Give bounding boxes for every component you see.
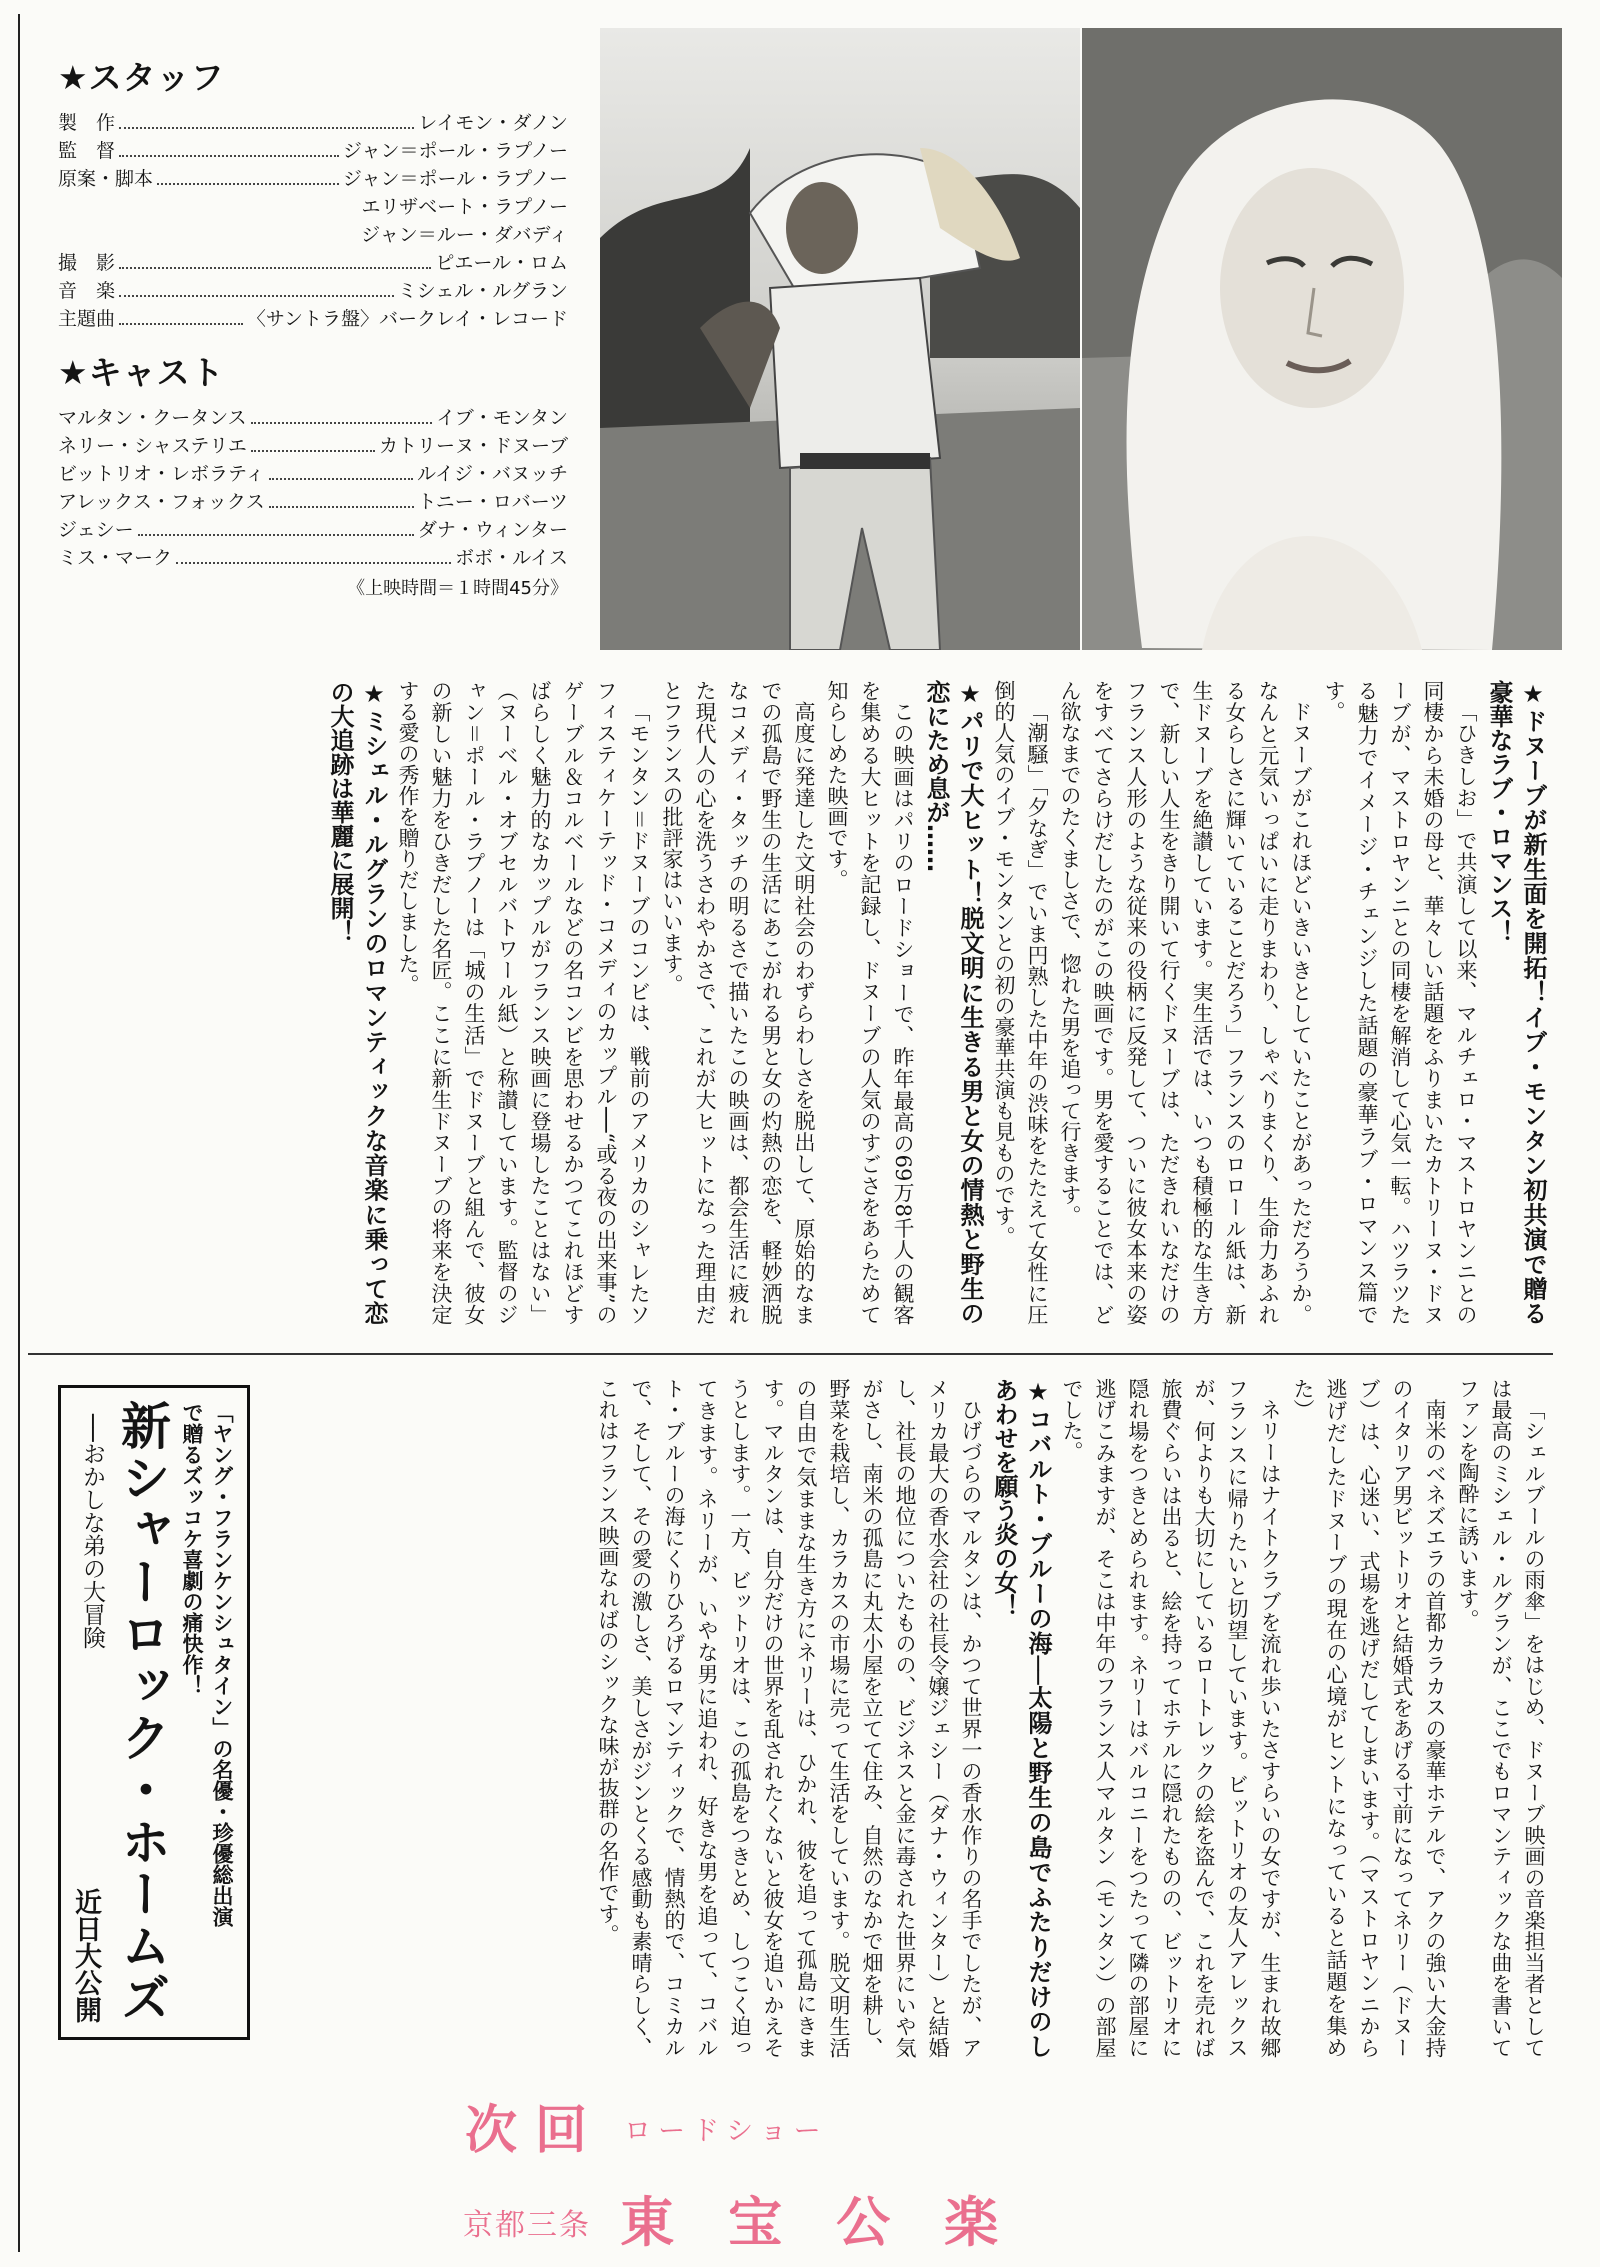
staff-row bbox=[58, 109, 568, 137]
cast-role: マルタン・クータンス bbox=[58, 407, 247, 429]
article-top bbox=[58, 680, 1550, 1325]
ad-release: 近日大公開 bbox=[70, 1888, 101, 2023]
cast-row bbox=[58, 544, 568, 572]
staff-role: 主題曲 bbox=[58, 308, 116, 330]
footer-roadshow: ロードショー bbox=[624, 2116, 828, 2147]
article-heading: ★パリで大ヒット！脱文明に生きる男と女の情熱と野生の恋にため息が…… bbox=[922, 680, 984, 1325]
ad-title: 新シャーロック・ホームズ bbox=[113, 1400, 171, 2024]
article-paragraph: 高度に発達した文明社会のわずらわしさを脱出して、原始的なまでの孤島で野生の生活にあこがれる男と女の灼熱の恋を、軽妙洒脱なコメディ・タッチの明るさで描いたこの映画は、都会生活に疲れた現代人の心を洗うさわやかさで、これが大ヒットになった理由だとフランスの批評家はいいます。 bbox=[660, 680, 816, 1325]
leader-dots bbox=[119, 323, 243, 325]
leader-dots bbox=[269, 506, 414, 508]
staff-row bbox=[58, 193, 568, 221]
cast-role: アレックス・フォックス bbox=[58, 491, 265, 513]
cast-name: トニー・ロバーツ bbox=[417, 491, 568, 513]
leader-dots bbox=[119, 295, 394, 297]
leader-dots bbox=[157, 183, 339, 185]
cast-row bbox=[58, 516, 568, 544]
footer-next bbox=[465, 2088, 828, 2163]
footer-theater: 東 宝 公 楽 bbox=[620, 2190, 999, 2254]
article-paragraph: 「シェルブールの雨傘」をはじめ、ドヌーブ映画の音楽担当者としては最高のミシェル・ルグランが、ここでもロマンティックな曲を書いてファンを陶酔に誘います。 bbox=[1456, 1378, 1546, 2058]
article-heading: ★ドヌーブが新生面を開拓！イブ・モンタン初共演で贈る豪華なラブ・ロマンス！ bbox=[1485, 680, 1547, 1325]
ad-tagline-1: 「ヤング・フランケンシュタイン」の名優・珍優総出演 bbox=[210, 1402, 234, 1927]
cast-role: ネリー・シャステリエ bbox=[58, 435, 247, 457]
article-paragraph: ネリーはナイトクラブを流れ歩いたさすらいの女ですが、生まれ故郷フランスに帰りたいと切望しています。ビットリオの友人アレックスが、何よりも大切にしているロートレックの絵を盗んで、これを売れば旅費ぐらいは出ると、絵を持ってホテルに隠れたものの、ビットリオに隠れ場をつきとめられます。ネリーはバルコニーをつたって隣の部屋に逃げこみますが、そこは中年のフランス人マルタン（モンタン）の部屋でした。 bbox=[1060, 1378, 1282, 2058]
article-heading: ★コバルト・ブルーの海──太陽と野生の島でふたりだけのしあわせを願う炎の女！ bbox=[990, 1378, 1052, 2058]
cast-row bbox=[58, 460, 568, 488]
staff-name: エリザベート・ラプノー bbox=[361, 196, 568, 218]
staff-heading: ★スタッフ bbox=[58, 58, 225, 97]
staff-row bbox=[58, 305, 568, 333]
cast-name: ダナ・ウィンター bbox=[417, 519, 568, 541]
leader-dots bbox=[269, 478, 413, 480]
staff-row bbox=[58, 221, 568, 249]
staff-role: 撮 影 bbox=[58, 252, 116, 274]
photo-couple-image bbox=[600, 28, 1080, 650]
staff-name: 〈サントラ盤〉バークレイ・レコード bbox=[246, 308, 568, 330]
article-heading: ★ミシェル・ルグランのロマンティックな音楽に乗って恋の大追跡は華麗に展開！ bbox=[326, 680, 388, 1325]
staff-role: 監 督 bbox=[58, 140, 116, 162]
cast-list bbox=[58, 404, 568, 572]
article-bottom bbox=[300, 1378, 1550, 2058]
section-divider bbox=[28, 1353, 1553, 1355]
leader-dots bbox=[138, 534, 414, 536]
staff-name: ジャン＝ルー・ダバディ bbox=[361, 224, 568, 246]
staff-name: ミシェル・ルグラン bbox=[397, 280, 568, 302]
staff-name: ジャン＝ポール・ラプノー bbox=[342, 168, 568, 190]
article-paragraph: この映画はパリのロードショーで、昨年最高の69万8千人の観客を集める大ヒットを記録し、ドヌーブの人気のすごさをあらためて知らしめた映画です。 bbox=[825, 680, 915, 1325]
cast-name: イブ・モンタン bbox=[436, 407, 568, 429]
staff-row bbox=[58, 137, 568, 165]
staff-name: ジャン＝ポール・ラプノー bbox=[342, 140, 568, 162]
staff-list bbox=[58, 109, 568, 333]
leader-dots bbox=[119, 155, 339, 157]
cast-role: ミス・マーク bbox=[58, 547, 173, 569]
leader-dots bbox=[119, 267, 431, 269]
runtime-note: 《上映時間＝１時間45分》 bbox=[347, 578, 568, 599]
leader-dots bbox=[251, 422, 433, 424]
article-paragraph: ひげづらのマルタンは、かつて世界一の香水作りの名手でしたが、アメリカ最大の香水会社の社長令嬢ジェシー（ダナ・ウィンター）と結婚し、社長の地位についたものの、ビジネスと金に毒された世界にいや気がさし、南米の孤島に丸太小屋を立てて住み、自然のなかで畑を耕し、野菜を栽培し、カラカスの市場に売って生活をしています。脱文明生活の自由で気ままな生き方にネリーは、ひかれ、彼を追って孤島にきます。マルタンは、自分だけの世界を乱されたくないと彼女を追いかえそうとします。一方、ビットリオは、この孤島をつきとめ、しつこく迫ってきます。ネリーが、いやな男に追われ、好きな男を追って、コバルト・ブルーの海にくりひろげるロマンティックで、情熱的で、コミカルで、そして、その愛の激しさ、美しさがジンとくる感動も素晴らしく、これはフランス映画なればのシックな味が抜群の名作です。 bbox=[596, 1378, 983, 2059]
cast-role: ジェシー bbox=[58, 519, 134, 541]
cast-name: ルイジ・バヌッチ bbox=[416, 463, 568, 485]
footer-location: 京都三条 bbox=[463, 2208, 591, 2243]
leader-dots bbox=[119, 127, 414, 129]
ad-subtitle: ──おかしな弟の大冒険 bbox=[79, 1414, 105, 1649]
next-feature-ad bbox=[58, 1385, 250, 2040]
article-paragraph: ドヌーブがこれほどいきいきとしていたことがあっただろうか。なんと元気いっぱいに走りまわり、しゃべりまくり、生命力あふれる女らしさに輝いていることだろう」フランスのロロール紙は、新生ドヌーブを絶讃しています。実生活では、いつも積極的な生き方で、新しい人生をきり開いて行くドヌーブは、ただきれいなだけのフランス人形のような従来の役柄に反発して、ついに彼女本来の姿をすべてさらけだしたのがこの映画です。男を愛することでは、どん欲なまでのたくましさで、惚れた男を追って行きます。 bbox=[1058, 680, 1313, 1325]
cast-row bbox=[58, 432, 568, 460]
credits-block bbox=[58, 52, 568, 600]
photo-portrait-image bbox=[1082, 28, 1562, 650]
cast-row bbox=[58, 488, 568, 516]
staff-row bbox=[58, 249, 568, 277]
staff-name: ピエール・ロム bbox=[435, 252, 568, 274]
photo-montand-deneuve bbox=[600, 28, 1080, 650]
article-paragraph: 南米のベネズエラの首都カラカスの豪華ホテルで、アクの強い大金持のイタリア男ビットリオと結婚式をあげる寸前になってネリー（ドヌーブ）は、心迷い、式場を逃げだしてしまいます。（マストロヤンニから逃げだしたドヌーブの現在の心境がヒントになっていると話題を集めた） bbox=[1291, 1378, 1447, 2059]
article-paragraph: 「潮騒」「夕なぎ」でいま円熟した中年の渋味をたたえて女性に圧倒的人気のイブ・モンタンとの初の豪華共演も見ものです。 bbox=[992, 680, 1049, 1326]
cast-row bbox=[58, 404, 568, 432]
leader-dots bbox=[251, 450, 375, 452]
cast-name: カトリーヌ・ドヌーブ bbox=[378, 435, 568, 457]
article-paragraph: 「ひきしお」で共演して以来、マルチェロ・マストロヤンニとの同棲から未婚の母と、華々しい話題をふりまいたカトリーヌ・ドヌーブが、マストロヤンニとの同棲を解消して心気一転。ハツラツたる魅力でイメージ・チェンジした話題の豪華ラブ・ロマンス篇です。 bbox=[1322, 680, 1478, 1325]
leader-dots bbox=[176, 562, 451, 564]
staff-role: 製 作 bbox=[58, 112, 116, 134]
staff-row bbox=[58, 277, 568, 305]
ad-tagline-2: で贈るズッコケ喜劇の痛快作！ bbox=[180, 1402, 204, 1696]
cast-heading: ★キャスト bbox=[58, 353, 225, 392]
cast-role: ビットリオ・レボラティ bbox=[58, 463, 265, 485]
photo-deneuve-portrait bbox=[1082, 28, 1562, 650]
footer-theater-line bbox=[463, 2180, 998, 2257]
staff-role: 原案・脚本 bbox=[58, 168, 154, 190]
staff-role: 音 楽 bbox=[58, 280, 116, 302]
staff-name: レイモン・ダノン bbox=[418, 112, 568, 134]
staff-row bbox=[58, 165, 568, 193]
footer-next-label: 次回 bbox=[465, 2100, 606, 2161]
article-paragraph: 「モンタン＝ドヌーブのコンビは、戦前のアメリカのシャレたソフィスティケーテッド・コメディのカップル──“或る夜の出来事”のゲーブル＆コルベールなどの名コンビを思わせるかつてこれほどすばらしく魅力的なカップルがフランス映画に登場したことはない」（ヌーベル・オブセルバトワール紙）と称讃しています。監督のジャン＝ポール・ラプノーは「城の生活」でドヌーブと組んで、彼女の新しい魅力をひきだした名匠。ここに新生ドヌーブの将来を決定する愛の秀作を贈りだしました。 bbox=[396, 680, 651, 1326]
cast-name: ボボ・ルイス bbox=[455, 547, 568, 569]
